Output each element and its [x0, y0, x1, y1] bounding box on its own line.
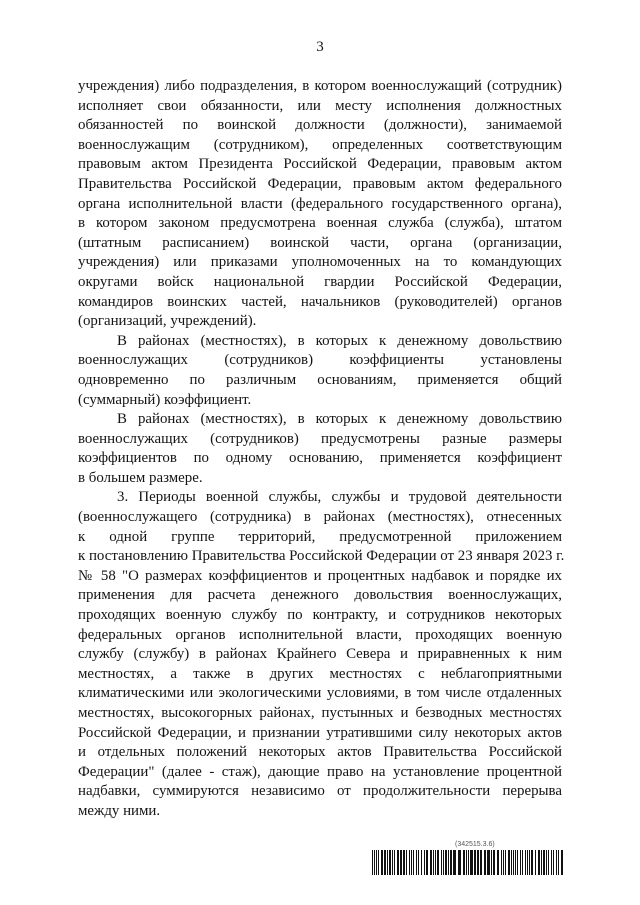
text-line: и отдельных положений некоторых актов Правительства Российской: [78, 744, 562, 761]
barcode-icon: [372, 850, 563, 875]
text-line: коэффициентов по одному основанию, применяется коэффициент: [78, 450, 562, 467]
text-line: (штатным расписанием) воинской части, органа (организации,: [78, 234, 562, 251]
text-line: одновременно по различным основаниям, применяется общий: [78, 371, 562, 388]
text-line: № 58 "О размерах коэффициентов и процентных надбавок и порядке их: [78, 567, 562, 584]
text-line: командиров воинских частей, начальников (руководителей) органов: [78, 293, 562, 310]
text-line: округами войск национальной гвардии Российской Федерации,: [78, 273, 562, 290]
text-line: климатическими или экологическими условиями, в том числе отдаленных: [78, 685, 562, 702]
text-line: к одной группе территорий, предусмотренной приложением: [78, 528, 562, 545]
text-line: военнослужащих (сотрудников) коэффициенты установлены: [78, 352, 562, 369]
text-line: к постановлению Правительства Российской Федерации от 23 января 2023 г.: [78, 548, 565, 565]
text-line: местностях, высокогорных районах, пустынных и безводных местностях: [78, 705, 562, 721]
text-line: между ними.: [78, 802, 161, 819]
text-line: 3. Периоды военной службы, службы и трудовой деятельности: [117, 489, 562, 506]
text-line: применения для расчета денежного довольствия военнослужащих,: [78, 587, 562, 604]
document-code: (342515.3.6): [455, 841, 495, 848]
text-line: проходящих военную службу по контракту, и сотрудников некоторых: [78, 607, 562, 624]
text-line: (военнослужащего (сотрудника) в районах (местностях), отнесенных: [78, 509, 562, 526]
text-line: В районах (местностях), в которых к денежному довольствию: [117, 411, 562, 428]
text-line: (организаций, учреждений).: [78, 313, 257, 330]
text-line: надбавки, суммируются независимо от продолжительности перерыва: [78, 783, 562, 800]
text-line: учреждения) или приказами уполномоченных на то командующих: [78, 254, 562, 271]
page-number: 3: [316, 39, 324, 55]
paragraph: [78, 488, 565, 821]
text-line: исполняет свои обязанности, или месту исполнения должностных: [78, 97, 562, 114]
text-line: службу (службу) в районах Крайнего Севера и приравненных к ним: [78, 646, 562, 663]
text-line: местностях, а также в других местностях с неблагоприятными: [78, 665, 562, 682]
paragraph: [78, 410, 562, 488]
text-line: Федерации" (далее - стаж), дающие право на установление процентной: [78, 763, 562, 780]
text-line: в котором законом предусмотрена военная служба (служба), штатом: [78, 215, 562, 232]
text-line: (суммарный) коэффициент.: [78, 391, 252, 408]
text-line: Правительства Российской Федерации, правовым актом федерального: [78, 175, 562, 192]
text-line: федеральных органов исполнительной власти, проходящих военную: [78, 626, 562, 643]
text-line: военнослужащим (сотрудником), определенных соответствующим: [78, 136, 562, 153]
text-line: В районах (местностях), в которых к денежному довольствию: [117, 332, 562, 349]
text-line: обязанностей по воинской должности (должности), занимаемой: [78, 117, 562, 134]
text-line: в большем размере.: [78, 469, 203, 486]
text-line: военнослужащих (сотрудников) предусмотрены разные размеры: [78, 430, 562, 447]
text-line: учреждения) либо подразделения, в котором военнослужащий (сотрудник): [78, 78, 562, 94]
text-line: правовым актом Президента Российской Федерации, правовым актом: [78, 156, 562, 173]
paragraph: [78, 332, 562, 410]
body-text: [78, 77, 565, 822]
text-line: органа исполнительной власти (федерального государственного органа),: [78, 195, 562, 212]
paragraph: [78, 77, 562, 332]
text-line: Российской Федерации, и признании утратившими силу некоторых актов: [78, 724, 562, 741]
